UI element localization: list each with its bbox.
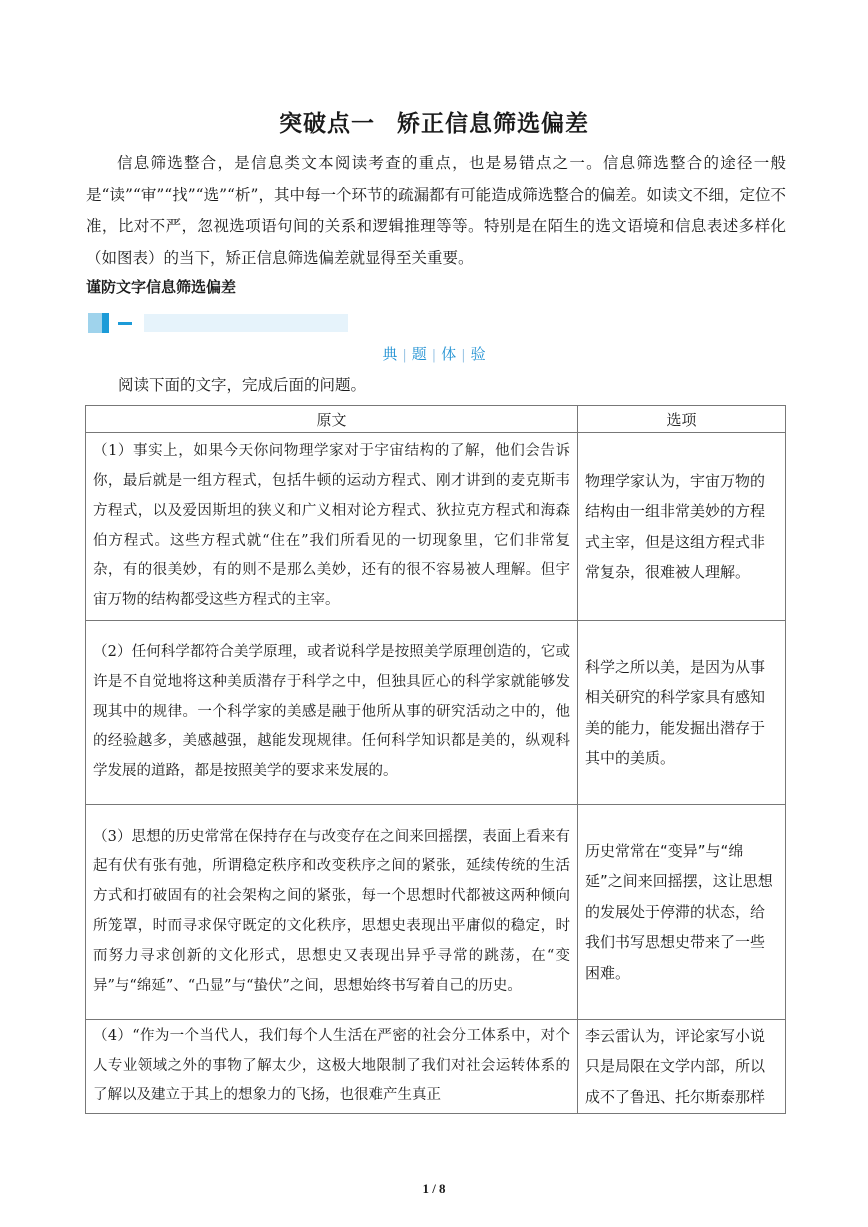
banner-dash	[118, 322, 132, 325]
table-header-row	[86, 406, 786, 433]
original-cell: （4）“作为一个当代人，我们每个人生活在严密的社会分工体系中，对个人专业领域之外的事物了解太少，这极大地限制了我们对社会运转体系的了解以及建立于其上的想象力的飞扬，也很难产生真正	[86, 1020, 578, 1114]
original-cell: （3）思想的历史常常在保持存在与改变存在之间来回摇摆，表面上看来有起有伏有张有弛，所谓稳定秩序和改变秩序之间的紧张，延续传统的生活方式和打破固有的社会架构之间的紧张，每一个思想时代都被这两种倾向所笼罩，时而寻求保守既定的文化秩序，思想史表现出平庸似的稳定，时而努力寻求创新的文化形式，思想史又表现出异乎寻常的跳荡，在“变异”与“绵延”、“凸显”与“蛰伏”之间，思想始终书写着自己的历史。	[86, 805, 578, 1020]
intro-text: 信息筛选整合，是信息类文本阅读考查的重点，也是易错点之一。信息筛选整合的途径一般是“读”“审”“找”“选”“析”，其中每一个环节的疏漏都有可能造成筛选整合的偏差。如读文不细，定位不准，比对不严，忽视选项语句间的关系和逻辑推理等等。特别是在陌生的选文语境和信息表述多样化（如图表）的当下，矫正信息筛选偏差就显得至关重要。	[86, 154, 786, 267]
section-banner	[88, 313, 350, 333]
header-original: 原文	[86, 406, 578, 433]
instruction: 阅读下面的文字，完成后面的问题。	[118, 376, 367, 394]
comparison-table	[85, 405, 786, 1114]
intro-paragraph	[86, 148, 786, 274]
option-cell: 物理学家认为，宇宙万物的结构由一组非常美妙的方程式主宰，但是这组方程式非常复杂，很难被人理解。	[578, 433, 786, 621]
banner-block-light	[88, 313, 102, 333]
original-cell: （1）事实上，如果今天你问物理学家对于宇宙结构的了解，他们会告诉你，最后就是一组方程式，包括牛顿的运动方程式、刚才讲到的麦克斯韦方程式，以及爱因斯坦的狭义和广义相对论方程式、狄拉克方程式和海森伯方程式。这些方程式就“住在”我们所看见的一切现象里，它们非常复杂，有的很美妙，有的则不是那么美妙，还有的很不容易被人理解。但宇宙万物的结构都受这些方程式的主宰。	[86, 433, 578, 621]
table-row	[86, 621, 786, 805]
table-row	[86, 1020, 786, 1114]
option-cell: 科学之所以美，是因为从事相关研究的科学家具有感知美的能力，能发掘出潜存于其中的美质。	[578, 621, 786, 805]
table-row	[86, 433, 786, 621]
option-cell: 历史常常在“变异”与“绵延”之间来回摇摆，这让思想的发展处于停滞的状态，给我们书写思想史带来了一些困难。	[578, 805, 786, 1020]
table-row	[86, 805, 786, 1020]
page-title: 突破点一 矫正信息筛选偏差	[279, 111, 589, 137]
page-number: 1 / 8	[422, 1181, 446, 1196]
header-option: 选项	[578, 406, 786, 433]
banner-block-dark	[102, 313, 109, 333]
section-heading: 谨防文字信息筛选偏差	[86, 278, 237, 296]
banner-bar	[144, 314, 348, 332]
option-cell: 李云雷认为，评论家写小说只是局限在文学内部，所以成不了鲁迅、托尔斯泰那样	[578, 1020, 786, 1114]
original-cell: （2）任何科学都符合美学原理，或者说科学是按照美学原理创造的，它或许是不自觉地将这种美质潜存于科学之中，但独具匠心的科学家就能够发现其中的规律。一个科学家的美感是融于他所从事的研究活动之中的，他的经验越多，美感越强，越能发现规律。任何科学知识都是美的，纵观科学发展的道路，都是按照美学的要求来发展的。	[86, 621, 578, 805]
section-tag: 典 | 题 | 体 | 验	[382, 345, 486, 363]
